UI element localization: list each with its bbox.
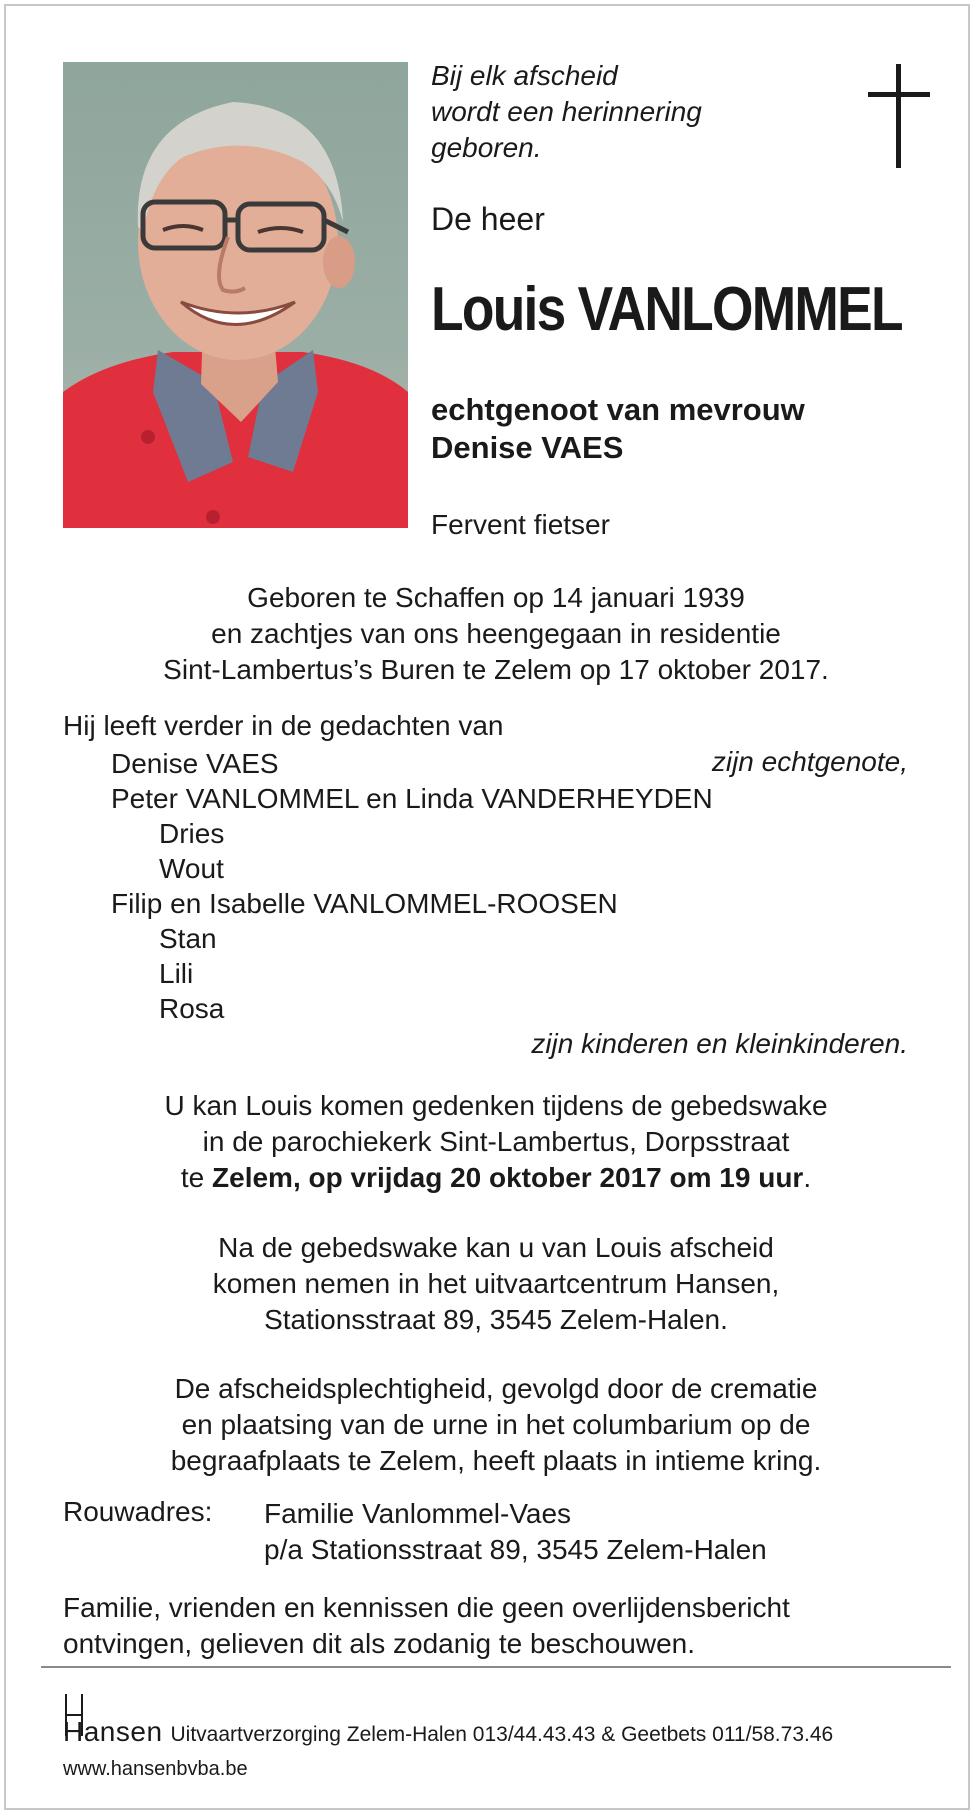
family-grandchild: Dries <box>159 818 225 849</box>
spouse-role: zijn echtgenote, <box>711 746 908 777</box>
family-child: Peter VANLOMMEL en Linda VANDERHEYDEN <box>111 783 713 814</box>
divider <box>41 1666 951 1668</box>
quote-line: wordt een herinnering <box>431 96 702 127</box>
text-line: De afscheidsplechtigheid, gevolgd door de crematie <box>174 1373 818 1404</box>
ceremony-text <box>63 1371 929 1479</box>
text-line: Familie, vrienden en kennissen die geen overlijdensbericht <box>63 1592 790 1623</box>
website-link[interactable]: www.hansenbvba.be <box>63 1758 248 1780</box>
text-line: U kan Louis komen gedenken tijdens de gebedswake <box>164 1090 828 1121</box>
children-role: zijn kinderen en kleinkinderen. <box>531 1028 908 1059</box>
brand-name: Hansen <box>63 1716 163 1747</box>
quote <box>431 58 771 166</box>
family-grandchild: Lili <box>159 958 194 989</box>
text-line: komen nemen in het uitvaartcentrum Hansen, <box>212 1268 780 1299</box>
family-child: Filip en Isabelle VANLOMMEL-ROOSEN <box>111 888 618 919</box>
family-intro: Hij leeft verder in de gedachten van <box>63 710 504 741</box>
family-grandchild: Wout <box>159 853 224 884</box>
mourning-address-label: Rouwadres: <box>63 1496 213 1527</box>
text-line: in de parochiekerk Sint-Lambertus, Dorpsstraat <box>202 1126 790 1157</box>
portrait-illustration <box>63 62 408 528</box>
quote-line: geboren. <box>431 132 542 163</box>
text-line: en zachtjes van ons heengegaan in residentie <box>211 618 781 649</box>
portrait-photo <box>63 62 408 528</box>
text-line: en plaatsing van de urne in het columbarium op de <box>181 1409 811 1440</box>
quote-line: Bij elk afscheid <box>431 60 618 91</box>
text-line: Geboren te Schaffen op 14 januari 1939 <box>247 582 745 613</box>
text-line: Sint-Lambertus’s Buren te Zelem op 17 oktober 2017. <box>163 654 829 685</box>
birth-death-text <box>63 580 929 688</box>
address-line: Familie Vanlommel-Vaes <box>264 1498 572 1529</box>
address-line: p/a Stationsstraat 89, 3545 Zelem-Halen <box>264 1534 767 1565</box>
family-grandchild: Rosa <box>159 993 225 1024</box>
obituary-card <box>4 4 970 1810</box>
hobby: Fervent fietser <box>431 509 610 540</box>
text-line: begraafplaats te Zelem, heeft plaats in intieme kring. <box>170 1445 822 1476</box>
wake-date-location: Zelem, op vrijdag 20 oktober 2017 om 19 uur <box>212 1162 804 1193</box>
farewell-text <box>63 1230 929 1338</box>
closing-text <box>63 1590 790 1662</box>
salutation: De heer <box>431 201 545 237</box>
spouse-name: Denise VAES <box>431 430 624 465</box>
wake-suffix: . <box>803 1162 812 1193</box>
spouse-line: echtgenoot van mevrouw <box>431 392 805 427</box>
family-spouse: Denise VAES <box>111 748 279 779</box>
wake-prefix: te <box>180 1162 213 1193</box>
text-line <box>63 1160 929 1196</box>
deceased-name: Louis VANLOMMEL <box>431 275 902 344</box>
footer <box>63 1716 833 1748</box>
cross-icon <box>868 64 930 168</box>
wake-text <box>63 1088 929 1196</box>
spouse-info <box>431 391 805 467</box>
text-line: ontvingen, gelieven dit als zodanig te beschouwen. <box>63 1628 695 1659</box>
text-line: Stationsstraat 89, 3545 Zelem-Halen. <box>264 1304 728 1335</box>
mourning-address <box>264 1496 767 1568</box>
family-grandchild: Stan <box>159 923 217 954</box>
footer-contact: Uitvaartverzorging Zelem-Halen 013/44.43.43 & Geetbets 011/58.73.46 <box>170 1723 834 1746</box>
text-line: Na de gebedswake kan u van Louis afscheid <box>218 1232 774 1263</box>
